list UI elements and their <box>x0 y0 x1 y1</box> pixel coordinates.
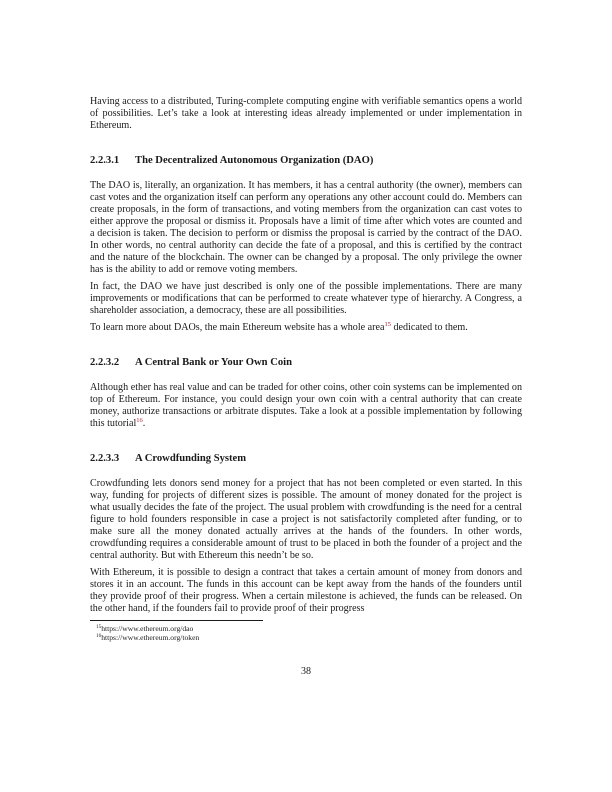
footnote-ref-15[interactable]: 15 <box>384 321 391 329</box>
section-title: A Central Bank or Your Own Coin <box>135 357 292 369</box>
coin-ref-text: Although ether has real value and can be traded for other coins, other coin systems can be implemented on top of Ethereum. For instance, you could design your own coin with a central authority that can create money, authorize transactions or arbitrate disputes. Take a look at a possible implementation by following this tutorial <box>90 382 522 430</box>
section-heading-dao <box>90 155 522 167</box>
footnote-rule <box>90 620 263 621</box>
page-body <box>90 96 522 615</box>
crowdfunding-paragraph-2: With Ethereum, it is possible to design a contract that takes a certain amount of money from donors and stores it in an account. The funds in this account can be kept away from the hands of the founders until they provide proof of their progress. When a certain milestone is achieved, the funds can be released. On the other hand, if the founders fail to provide proof of their progress <box>90 567 522 615</box>
section-heading-central-bank <box>90 357 522 369</box>
footnote-mark: 16 <box>96 633 102 639</box>
coin-ref-text-after: . <box>142 418 146 430</box>
section-number: 2.2.3.3 <box>90 453 120 465</box>
section-title: The Decentralized Autonomous Organization (DAO) <box>135 154 374 166</box>
dao-paragraph-1: The DAO is, literally, an organization. It has members, it has a central authority (the owner), members can cast votes and the organization itself can perform any operations any other account could do. Members can create proposals, in the form of transactions, and voting members from the organization can cast votes to either approve the proposal or dismiss it. Proposals have a limit of time after which votes are counted and a decision is taken. The decision to perform or dismiss the proposal is carried by the contract of the DAO. In other words, no central authority can decide the fate of a proposal, and this is certified by the contract and the nature of the blockchain. The owner can be changed by a proposal. The only privilege the owner has is the ability to add or remove voting members. <box>90 179 522 275</box>
footnote-16 <box>90 633 522 642</box>
section-title: A Crowdfunding System <box>135 453 247 465</box>
dao-ref-text-after: dedicated to them. <box>390 322 468 334</box>
intro-paragraph: Having access to a distributed, Turing-complete computing engine with verifiable semantics opens a world of possibilities. Let’s take a look at interesting ideas already implemented or under implementation in Ethereum. <box>90 96 522 131</box>
dao-paragraph-3 <box>90 322 522 334</box>
footnote-15 <box>90 624 522 633</box>
footnote-link-dao[interactable]: https://www.ethereum.org/dao <box>101 624 194 633</box>
dao-ref-text: To learn more about DAOs, the main Ethereum website has a whole area <box>90 322 385 334</box>
coin-paragraph <box>90 382 522 430</box>
section-number: 2.2.3.1 <box>90 154 120 166</box>
section-heading-crowdfunding <box>90 453 522 465</box>
crowdfunding-paragraph-1: Crowdfunding lets donors send money for a project that has not been completed or even started. In this way, funding for projects of different sizes is possible. The amount of money donated for the project is what usually decides the fate of the project. The usual problem with crowdfunding is the need for a central figure to hold founders responsible in case a project is not satisfactorily completed after funding, or to make sure all the money donated actually arrives at the hands of the founders. In other words, crowdfunding requires a considerable amount of trust to be placed in both the founder of a project and the central authority. But with Ethereum this needn’t be so. <box>90 478 522 561</box>
footnotes <box>90 620 522 642</box>
section-number: 2.2.3.2 <box>90 357 120 369</box>
footnote-mark: 15 <box>96 624 102 630</box>
page-number: 38 <box>301 666 311 677</box>
footnote-link-token[interactable]: https://www.ethereum.org/token <box>101 633 200 642</box>
footnote-ref-16[interactable]: 16 <box>136 417 143 425</box>
dao-paragraph-2: In fact, the DAO we have just described is only one of the possible implementations. There are many improvements or modifications that can be performed to create whatever type of hierarchy. A Congress, a shareholder association, a democracy, these are all possibilities. <box>90 280 522 316</box>
